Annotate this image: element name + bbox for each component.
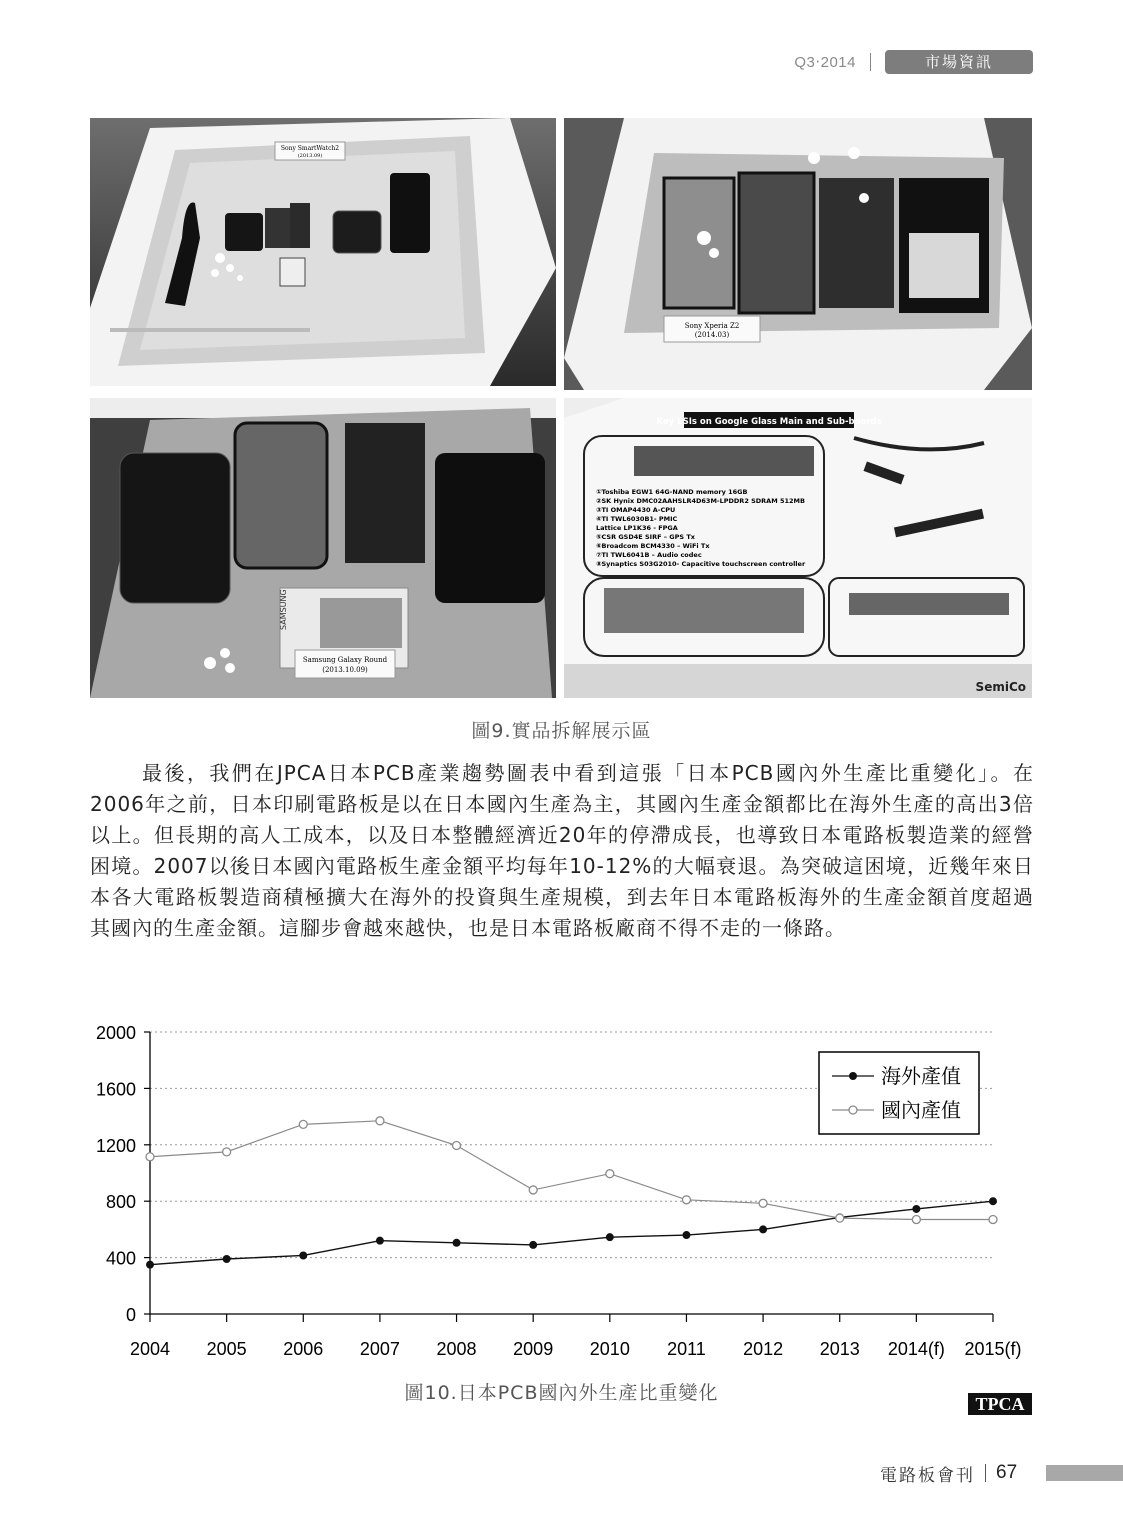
data-point-series-2 bbox=[146, 1153, 154, 1161]
journal-name: 電路板會刊 bbox=[880, 1465, 975, 1486]
data-point-series-1 bbox=[529, 1241, 537, 1249]
tpca-logo: TPCA bbox=[968, 1393, 1032, 1415]
x-tick-label: 2004 bbox=[129, 1339, 171, 1359]
data-point-series-1 bbox=[299, 1251, 307, 1259]
legend-marker bbox=[849, 1106, 857, 1114]
data-point-series-2 bbox=[836, 1214, 844, 1222]
y-tick-label: 1600 bbox=[95, 1079, 136, 1100]
data-point-series-1 bbox=[146, 1261, 154, 1269]
semico-brand: SemiCo bbox=[975, 680, 1026, 694]
figure-10-caption: 圖10.日本PCB國內外生產比重變化 bbox=[404, 1382, 719, 1404]
series-line-2 bbox=[150, 1121, 993, 1220]
x-tick-label: 2009 bbox=[513, 1339, 554, 1359]
label-galaxy-name: Samsung Galaxy Round bbox=[302, 656, 388, 664]
data-point-series-1 bbox=[989, 1197, 997, 1205]
data-point-series-2 bbox=[376, 1117, 384, 1125]
x-tick-label: 2014(f) bbox=[887, 1339, 945, 1359]
photo-google-glass-panel bbox=[564, 398, 1032, 698]
x-tick-label: 2011 bbox=[667, 1339, 706, 1359]
photo-smartwatch-display bbox=[90, 118, 556, 386]
panel-item-5: Lattice LP1K36 - FPGA bbox=[596, 524, 678, 532]
data-point-series-1 bbox=[682, 1231, 690, 1239]
panel-title: Key LSIs on Google Glass Main and Sub-boards bbox=[656, 417, 882, 427]
data-point-series-2 bbox=[223, 1148, 231, 1156]
x-tick-label: 2007 bbox=[359, 1339, 400, 1359]
label-smartwatch-date: (2013.09) bbox=[297, 153, 323, 159]
data-point-series-1 bbox=[376, 1237, 384, 1245]
x-tick-label: 2008 bbox=[436, 1339, 477, 1359]
panel-item-2: ②SK Hynix DMC02AAHSLR4D63M-LPDDR2 SDRAM 512MB bbox=[596, 497, 805, 505]
data-point-series-1 bbox=[912, 1205, 920, 1213]
issue-label: Q3‧2014 bbox=[794, 54, 856, 71]
body-paragraph: 最後，我們在JPCA日本PCB產業趨勢圖表中看到這張「日本PCB國內外生產比重變化」。在2006年之前，日本印刷電路板是以在日本國內生產為主，其國內生產金額都比在海外生產的高出3倍以上。但長期的高人工成本，以及日本整體經濟近20年的停滯成長，也導致日本電路板製造業的經營困境。2007以後日本國內電路板生產金額平均每年10-12%的大幅衰退。為突破這困境，近幾年來日本各大電路板製造商積極擴大在海外的投資與生產規模，到去年日本電路板海外的生產金額首度超過其國內的生產金額。這腳步會越來越快，也是日本電路板廠商不得不走的一條路。 bbox=[90, 761, 1034, 940]
panel-item-9: ⑧Synaptics S03G2010- Capacitive touchscreen controller bbox=[596, 560, 806, 568]
data-point-series-2 bbox=[453, 1142, 461, 1150]
series-line-1 bbox=[150, 1201, 993, 1264]
panel-item-6: ⑤CSR GSD4E SIRF – GPS Tx bbox=[596, 533, 695, 541]
data-point-series-2 bbox=[989, 1216, 997, 1224]
label-xperia-date: (2014.03) bbox=[694, 331, 730, 339]
data-point-series-1 bbox=[759, 1225, 767, 1233]
label-xperia-name: Sony Xperia Z2 bbox=[684, 322, 740, 330]
panel-item-7: ⑥Broadcom BCM4330 – WiFi Tx bbox=[596, 542, 710, 550]
y-tick-label: 1200 bbox=[95, 1135, 136, 1156]
label-smartwatch-name: Sony SmartWatch2 bbox=[280, 145, 340, 152]
samsung-brand-text: SAMSUNG bbox=[279, 589, 288, 630]
panel-item-8: ⑦TI TWL6041B – Audio codec bbox=[596, 551, 702, 559]
data-point-series-1 bbox=[606, 1233, 614, 1241]
x-tick-label: 2006 bbox=[283, 1339, 324, 1359]
data-point-series-2 bbox=[912, 1216, 920, 1224]
page-number: 67 bbox=[996, 1462, 1018, 1483]
section-badge: 市場資訊 bbox=[885, 50, 1033, 74]
figure-9-caption: 圖9.實品拆解展示區 bbox=[471, 720, 652, 742]
x-tick-label: 2012 bbox=[743, 1339, 784, 1359]
header-divider bbox=[870, 53, 871, 71]
x-tick-label: 2010 bbox=[589, 1339, 630, 1359]
y-tick-label: 0 bbox=[125, 1305, 136, 1325]
page-footer bbox=[880, 1462, 1017, 1484]
page-header bbox=[794, 50, 1033, 74]
data-point-series-2 bbox=[759, 1199, 767, 1207]
footer-divider bbox=[985, 1464, 986, 1482]
chart-canvas bbox=[80, 1018, 1040, 1368]
legend-marker bbox=[849, 1072, 857, 1080]
label-galaxy-date: (2013.10.09) bbox=[322, 666, 368, 674]
data-point-series-2 bbox=[682, 1196, 690, 1204]
footer-bar bbox=[1046, 1465, 1123, 1481]
y-tick-label: 800 bbox=[105, 1192, 136, 1213]
data-point-series-1 bbox=[453, 1239, 461, 1247]
data-point-series-2 bbox=[299, 1120, 307, 1128]
x-tick-label: 2015(f) bbox=[964, 1339, 1022, 1359]
panel-item-1: ①Toshiba EGW1 64G-NAND memory 16GB bbox=[596, 488, 748, 496]
x-tick-label: 2013 bbox=[819, 1339, 860, 1359]
legend-label: 國內產值 bbox=[881, 1098, 961, 1122]
data-point-series-2 bbox=[606, 1170, 614, 1178]
data-point-series-1 bbox=[223, 1255, 231, 1263]
line-chart bbox=[80, 1018, 1040, 1372]
panel-item-4: ④TI TWL6030B1- PMIC bbox=[596, 515, 678, 523]
data-point-series-2 bbox=[529, 1186, 537, 1194]
photo-galaxy-round-display bbox=[90, 398, 556, 698]
photo-xperia-display bbox=[564, 118, 1032, 390]
legend-label: 海外產值 bbox=[881, 1064, 961, 1088]
photo-grid bbox=[90, 118, 1032, 698]
y-tick-label: 2000 bbox=[95, 1023, 136, 1043]
x-tick-label: 2005 bbox=[206, 1339, 247, 1359]
y-tick-label: 400 bbox=[105, 1248, 136, 1269]
panel-item-3: ③TI OMAP4430 A-CPU bbox=[596, 506, 676, 514]
